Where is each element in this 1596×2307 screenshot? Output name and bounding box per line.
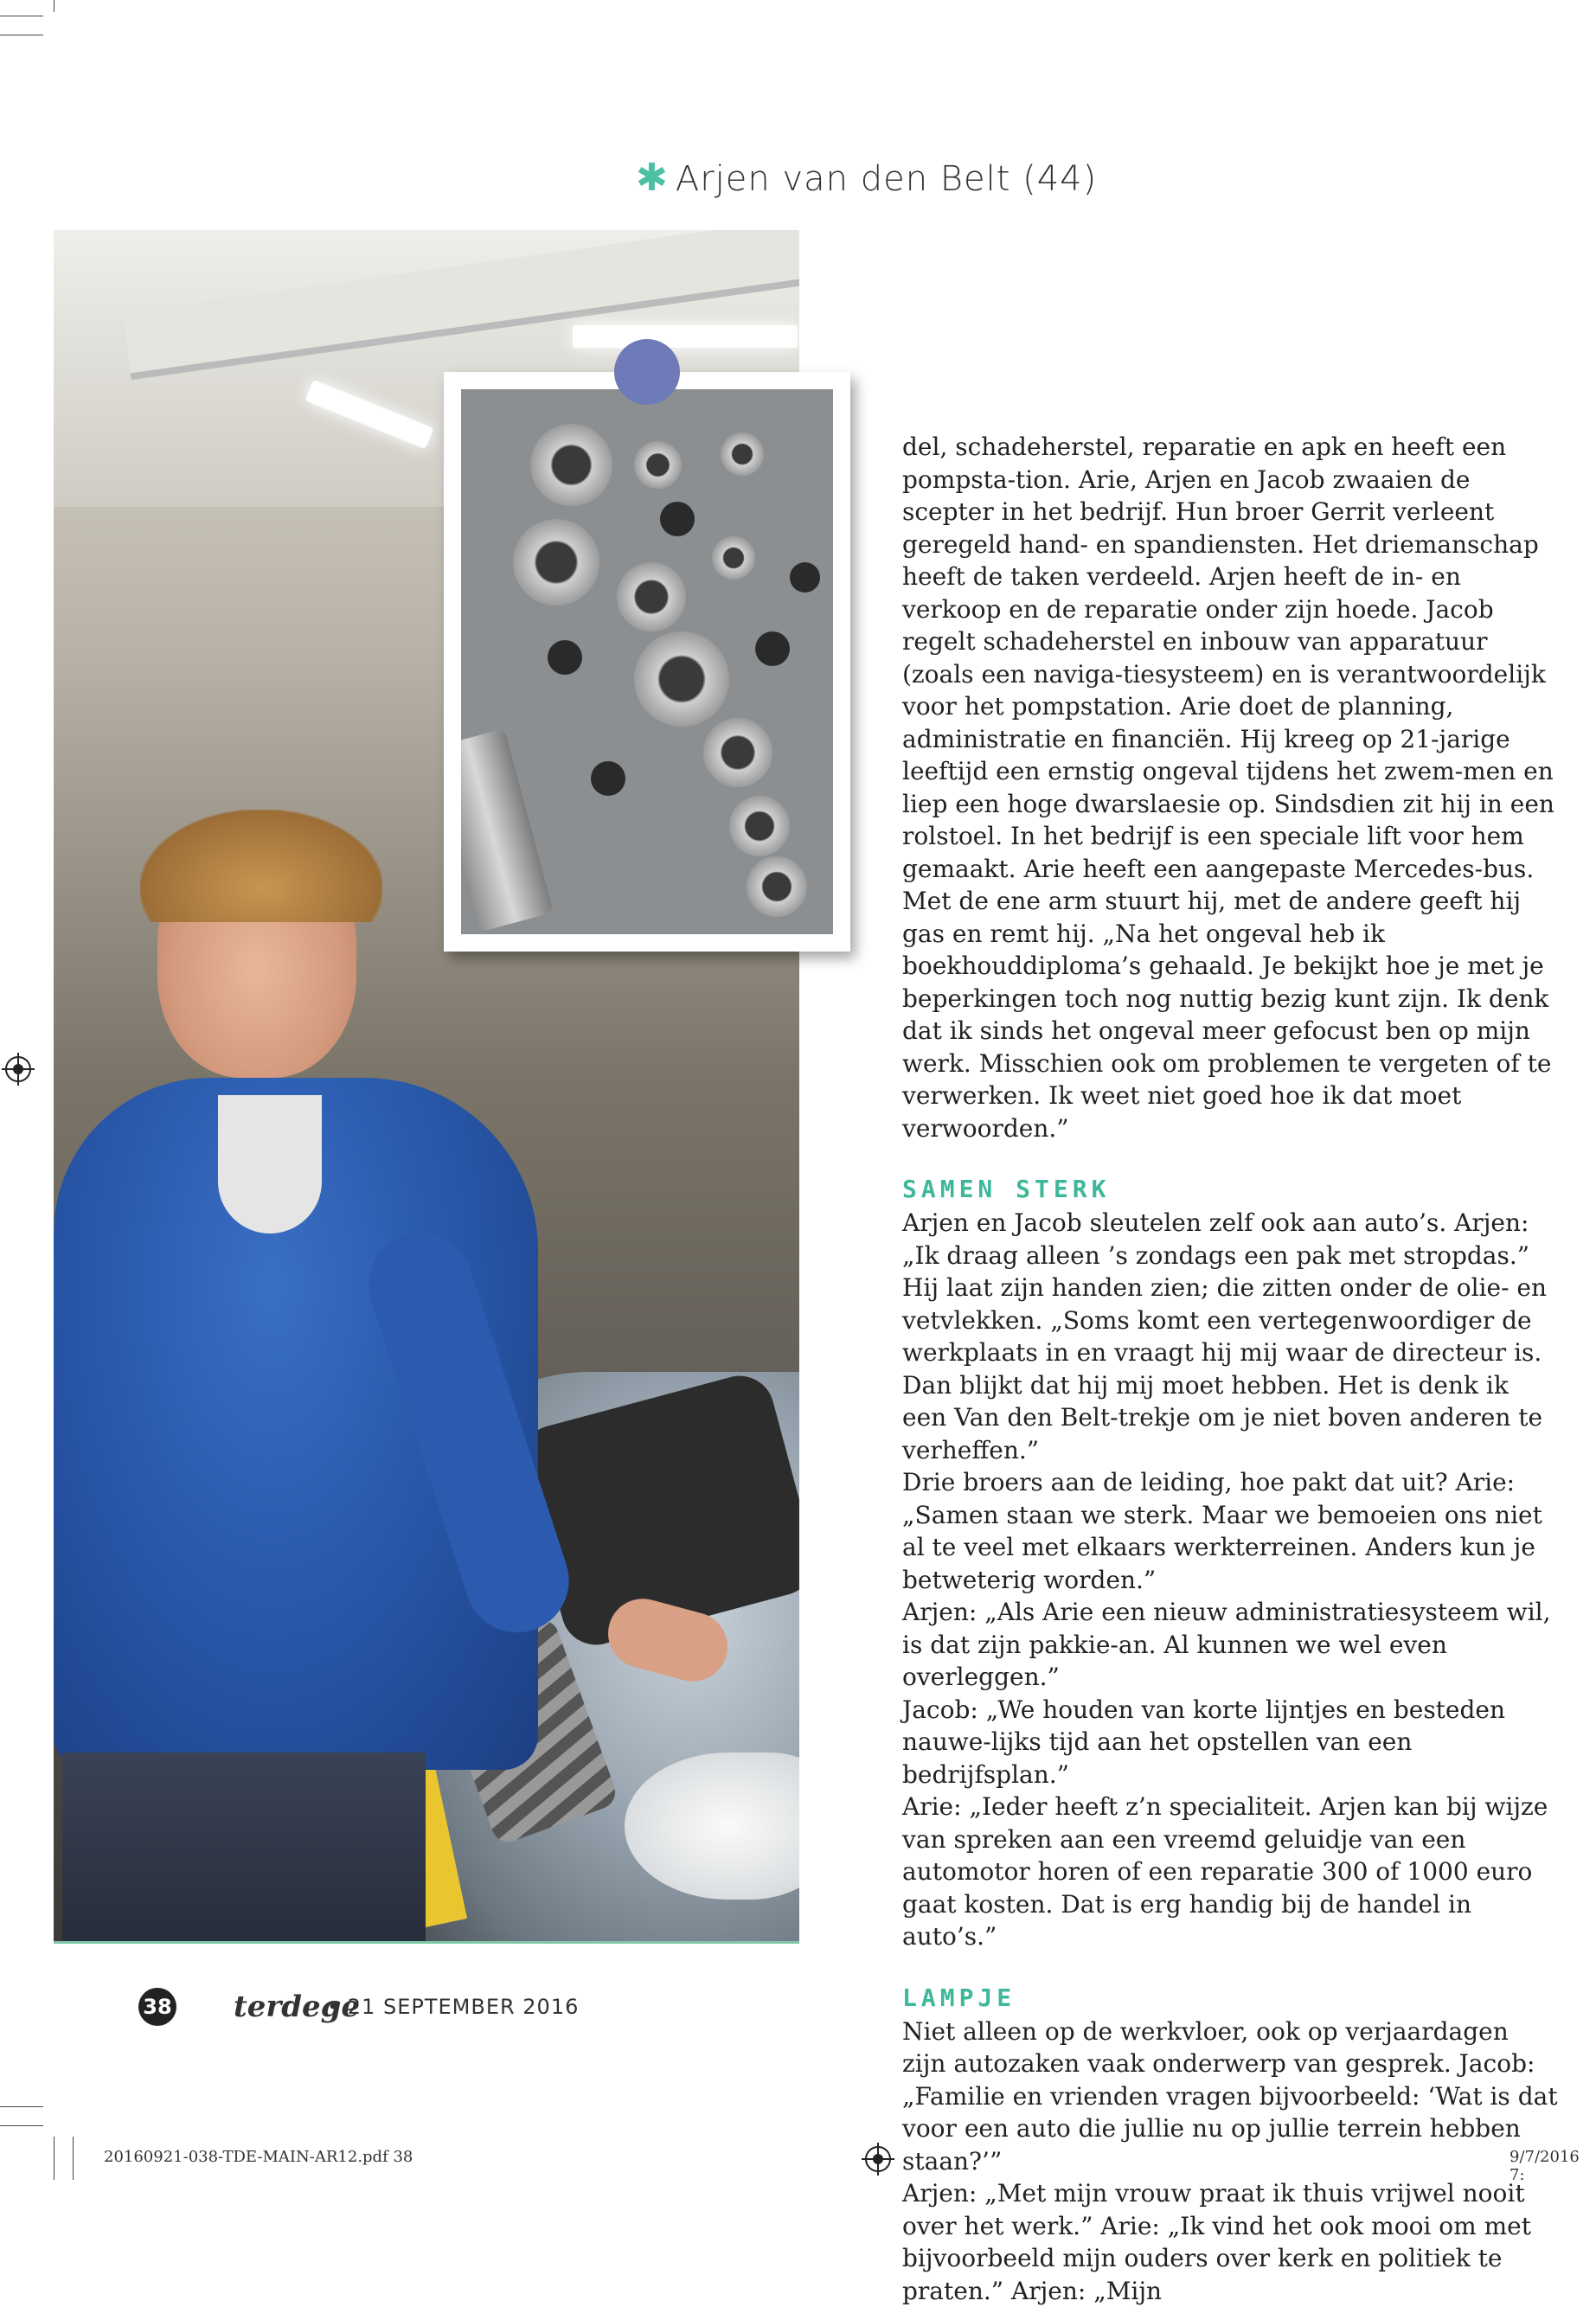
socket [721,433,764,476]
crop-mark [0,2106,43,2107]
pin-icon [614,339,680,405]
photo-person-jeans [62,1753,426,1944]
photo-lamp [573,325,798,348]
article-body [902,431,1560,2307]
inset-photo-frame [444,372,850,952]
print-slug-filename: 20160921-038-TDE-MAIN-AR12.pdf 38 [104,2148,413,2166]
article-paragraph: Arjen en Jacob sleutelen zelf ook aan auto’s. Arjen: „Ik draag alleen ’s zondags een pak met stropdas.” Hij laat zijn handen zien; die zitten onder de olie- en vetvlekken. „Soms komt een vertegenwoordiger de werkplaats in en vraagt hij mij waar de directeur is. Dan blijkt dat hij mij moet hebben. Het is denk ik een Van den Belt-trekje om je niet boven anderen te verheffen.” [902,1208,1548,1464]
socket [617,562,686,631]
article-paragraph: Drie broers aan de leiding, hoe pakt dat uit? Arie: „Samen staan we sterk. Maar we bemoeien ons niet al te veel met elkaars werkterreinen. Anders kun je betweterig worden.” [902,1468,1542,1594]
section-heading-lampje: LAMPJE [902,1983,1016,2012]
issue-date: • 21 SEPTEMBER 2016 [327,1995,580,2019]
print-slug-timestamp: 9/7/2016 7: [1509,2148,1580,2184]
header-byline [636,156,1155,200]
article-paragraph: Arjen: „Met mijn vrouw praat ik thuis vrijwel nooit over het werk.” Arie: „Ik vind het ook mooi om met bijvoorbeeld mijn ouders over kerk en politiek te praten.” Arjen: „Mijn [902,2179,1531,2305]
socket-hole [790,562,820,593]
socket-hole [548,640,582,675]
inset-photo-sockets [461,389,833,934]
crop-mark [73,2137,74,2180]
socket [747,856,807,917]
socket [712,536,755,580]
article-paragraph: Arjen: „Als Arie een nieuw administratiesysteem wil, is dat zijn pakkie-an. Al kunnen we wel even overleggen.” [902,1598,1551,1691]
socket [634,441,682,489]
socket [530,424,612,506]
socket [513,519,599,606]
socket-hole [660,502,695,536]
article-paragraph: Niet alleen op de werkvloer, ook op verjaardagen zijn autozaken vaak onderwerp van gesprek. Jacob: „Familie en vrienden vragen bijvoorbeeld: ‘Wat is dat voor een auto die jullie nu op jullie terrein hebben staan?’” [902,2016,1558,2176]
photo-person-hair [140,810,382,922]
star-icon: ✱ [636,156,669,200]
crop-mark [0,2125,43,2126]
socket-hole [591,761,625,796]
photo-person-collar [218,1095,322,1234]
socket [634,631,729,727]
byline-text: Arjen van den Belt (44) [675,159,1098,199]
article-paragraph: del, schadeherstel, reparatie en apk en heeft een pompsta-tion. Arie, Arjen en Jacob zwaaien de scepter in het bedrijf. Hun broer Gerrit verleent geregeld hand- en spandiensten. Het driemanschap heeft de taken verdeeld. Arjen heeft de in- en verkoop en de reparatie onder zijn hoede. Jacob regelt schadeherstel en inbouw van apparatuur (zoals een naviga-tiesysteem) en is verantwoordelijk voor het pompstation. Arie doet de planning, administratie en financiën. Hij kreeg op 21-jarige leeftijd een ernstig ongeval tijdens het zwem-men en liep een hoge dwarslaesie op. Sindsdien zit hij in een rolstoel. In het bedrijf is een speciale lift voor hem gemaakt. Arie heeft een aangepaste Mercedes-bus. Met de ene arm stuurt hij, met de andere geeft hij gas en remt hij. „Na het ongeval heb ik boekhouddiploma’s gehaald. Je bekijkt hoe je met je beperkingen toch nog nuttig bezig kunt zijn. Ik denk dat ik sinds het ongeval meer gefocust ben op mijn werk. Misschien ook om problemen te vergeten of te verwerken. Ik weet niet goed hoe ik dat moet verwoorden.” [902,433,1554,1143]
magazine-logo: terdege [234,1990,361,2024]
socket-rail [461,728,554,932]
page-number: 38 [138,1988,176,2026]
socket [729,796,790,856]
socket [703,718,772,787]
article-paragraph: Arie: „Ieder heeft z’n specialiteit. Arjen kan bij wijze van spreken aan een vreemd geluidje van een automotor horen of een reparatie 300 of 1000 euro gaat kosten. Dat is erg handig bij de handel in auto’s.” [902,1792,1548,1951]
section-heading-samen-sterk: SAMEN STERK [902,1175,1111,1203]
registration-mark-icon [865,2146,891,2172]
article-paragraph: Jacob: „We houden van korte lijntjes en besteden nauwe-lijks tijd aan het opstellen van een bedrijfsplan.” [902,1695,1506,1789]
registration-mark-icon [5,1056,31,1082]
socket-hole [755,631,790,666]
